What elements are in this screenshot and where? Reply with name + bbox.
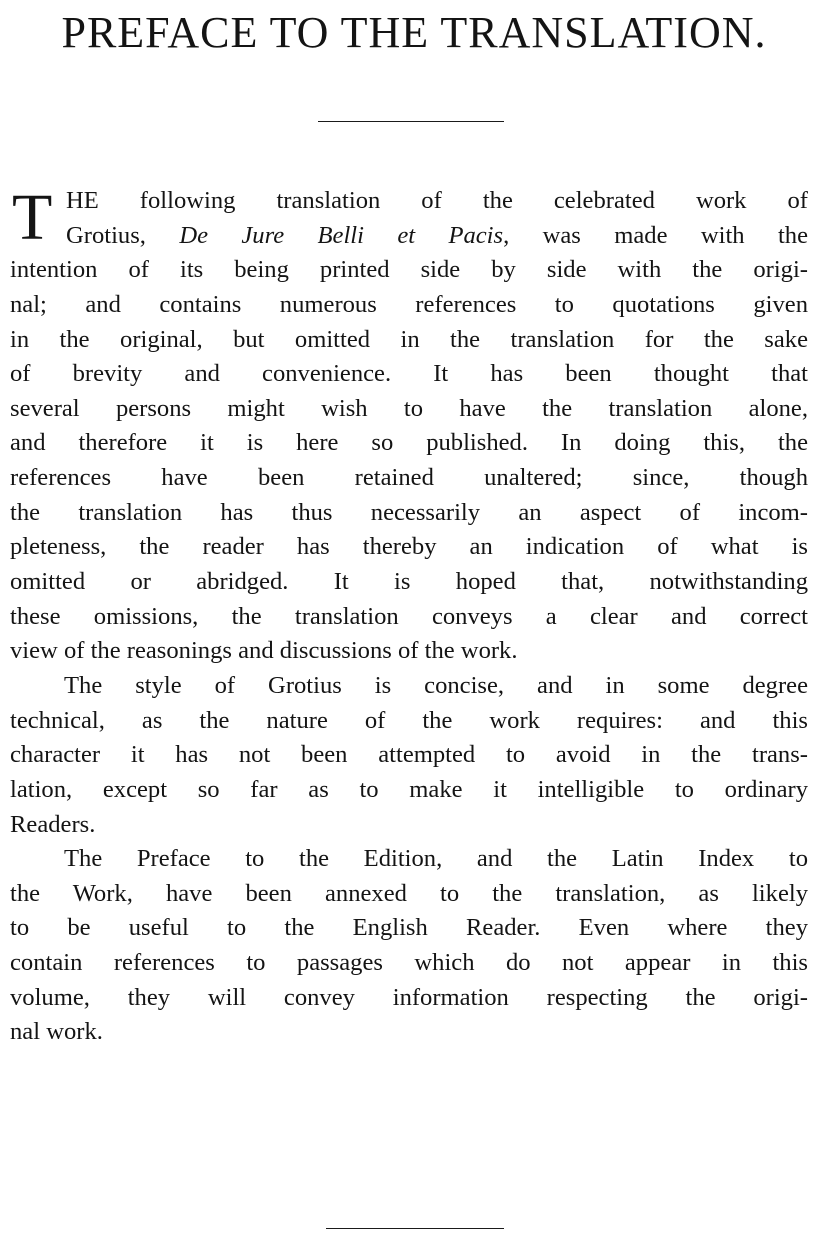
text-line: of brevity and convenience. It has been thought that: [10, 360, 808, 388]
text-line: HE following translation of the celebrated work of: [66, 187, 808, 214]
text-line: nal; and contains numerous references to quotations given: [10, 290, 808, 318]
bottom-divider: [326, 1228, 504, 1229]
paragraph-2: [10, 669, 808, 842]
text-line: intention of its being printed side by side with the origi-: [10, 256, 808, 284]
text-line: the translation has thus necessarily an aspect of incom-: [10, 498, 808, 526]
text-line: nal work.: [10, 1018, 103, 1046]
text-line: The Preface to the Edition, and the Latin Index to: [64, 845, 808, 873]
text-line: character it has not been attempted to avoid in the trans-: [10, 741, 808, 769]
text-segment: Grotius,: [66, 221, 180, 249]
top-divider: [318, 121, 504, 122]
text-line: to be useful to the English Reader. Even where they: [10, 914, 808, 942]
text-segment: , was made with the: [503, 221, 809, 249]
text-line: lation, except so far as to make it intelligible to ordinary: [10, 775, 808, 803]
text-line: view of the reasonings and discussions of the work.: [10, 637, 518, 665]
text-line: [10, 219, 808, 254]
text-line: technical, as the nature of the work requires: and this: [10, 706, 808, 734]
text-line: Readers.: [10, 810, 96, 838]
text-line: omitted or abridged. It is hoped that, notwithstanding: [10, 568, 808, 596]
paragraph-3: [10, 842, 808, 1050]
page-title: PREFACE TO THE TRANSLATION.: [61, 8, 767, 57]
preface-body: [10, 181, 809, 1050]
text-line: pleteness, the reader has thereby an indication of what is: [10, 533, 808, 561]
paragraph-1: [10, 181, 809, 669]
text-line: several persons might wish to have the translation alone,: [10, 394, 808, 422]
italic-work-title: De Jure Belli et Pacis: [179, 221, 504, 249]
text-line: references have been retained unaltered; since, though: [10, 464, 808, 492]
drop-cap: T: [12, 181, 53, 254]
text-line: contain references to passages which do not appear in this: [10, 949, 808, 977]
text-line: and therefore it is here so published. In doing this, the: [10, 429, 808, 457]
text-line: The style of Grotius is concise, and in some degree: [64, 671, 808, 699]
text-line: these omissions, the translation conveys a clear and correct: [10, 602, 808, 630]
text-line: in the original, but omitted in the translation for the sake: [10, 325, 808, 353]
text-line: volume, they will convey information respecting the origi-: [10, 983, 808, 1011]
text-line: the Work, have been annexed to the translation, as likely: [10, 879, 808, 907]
